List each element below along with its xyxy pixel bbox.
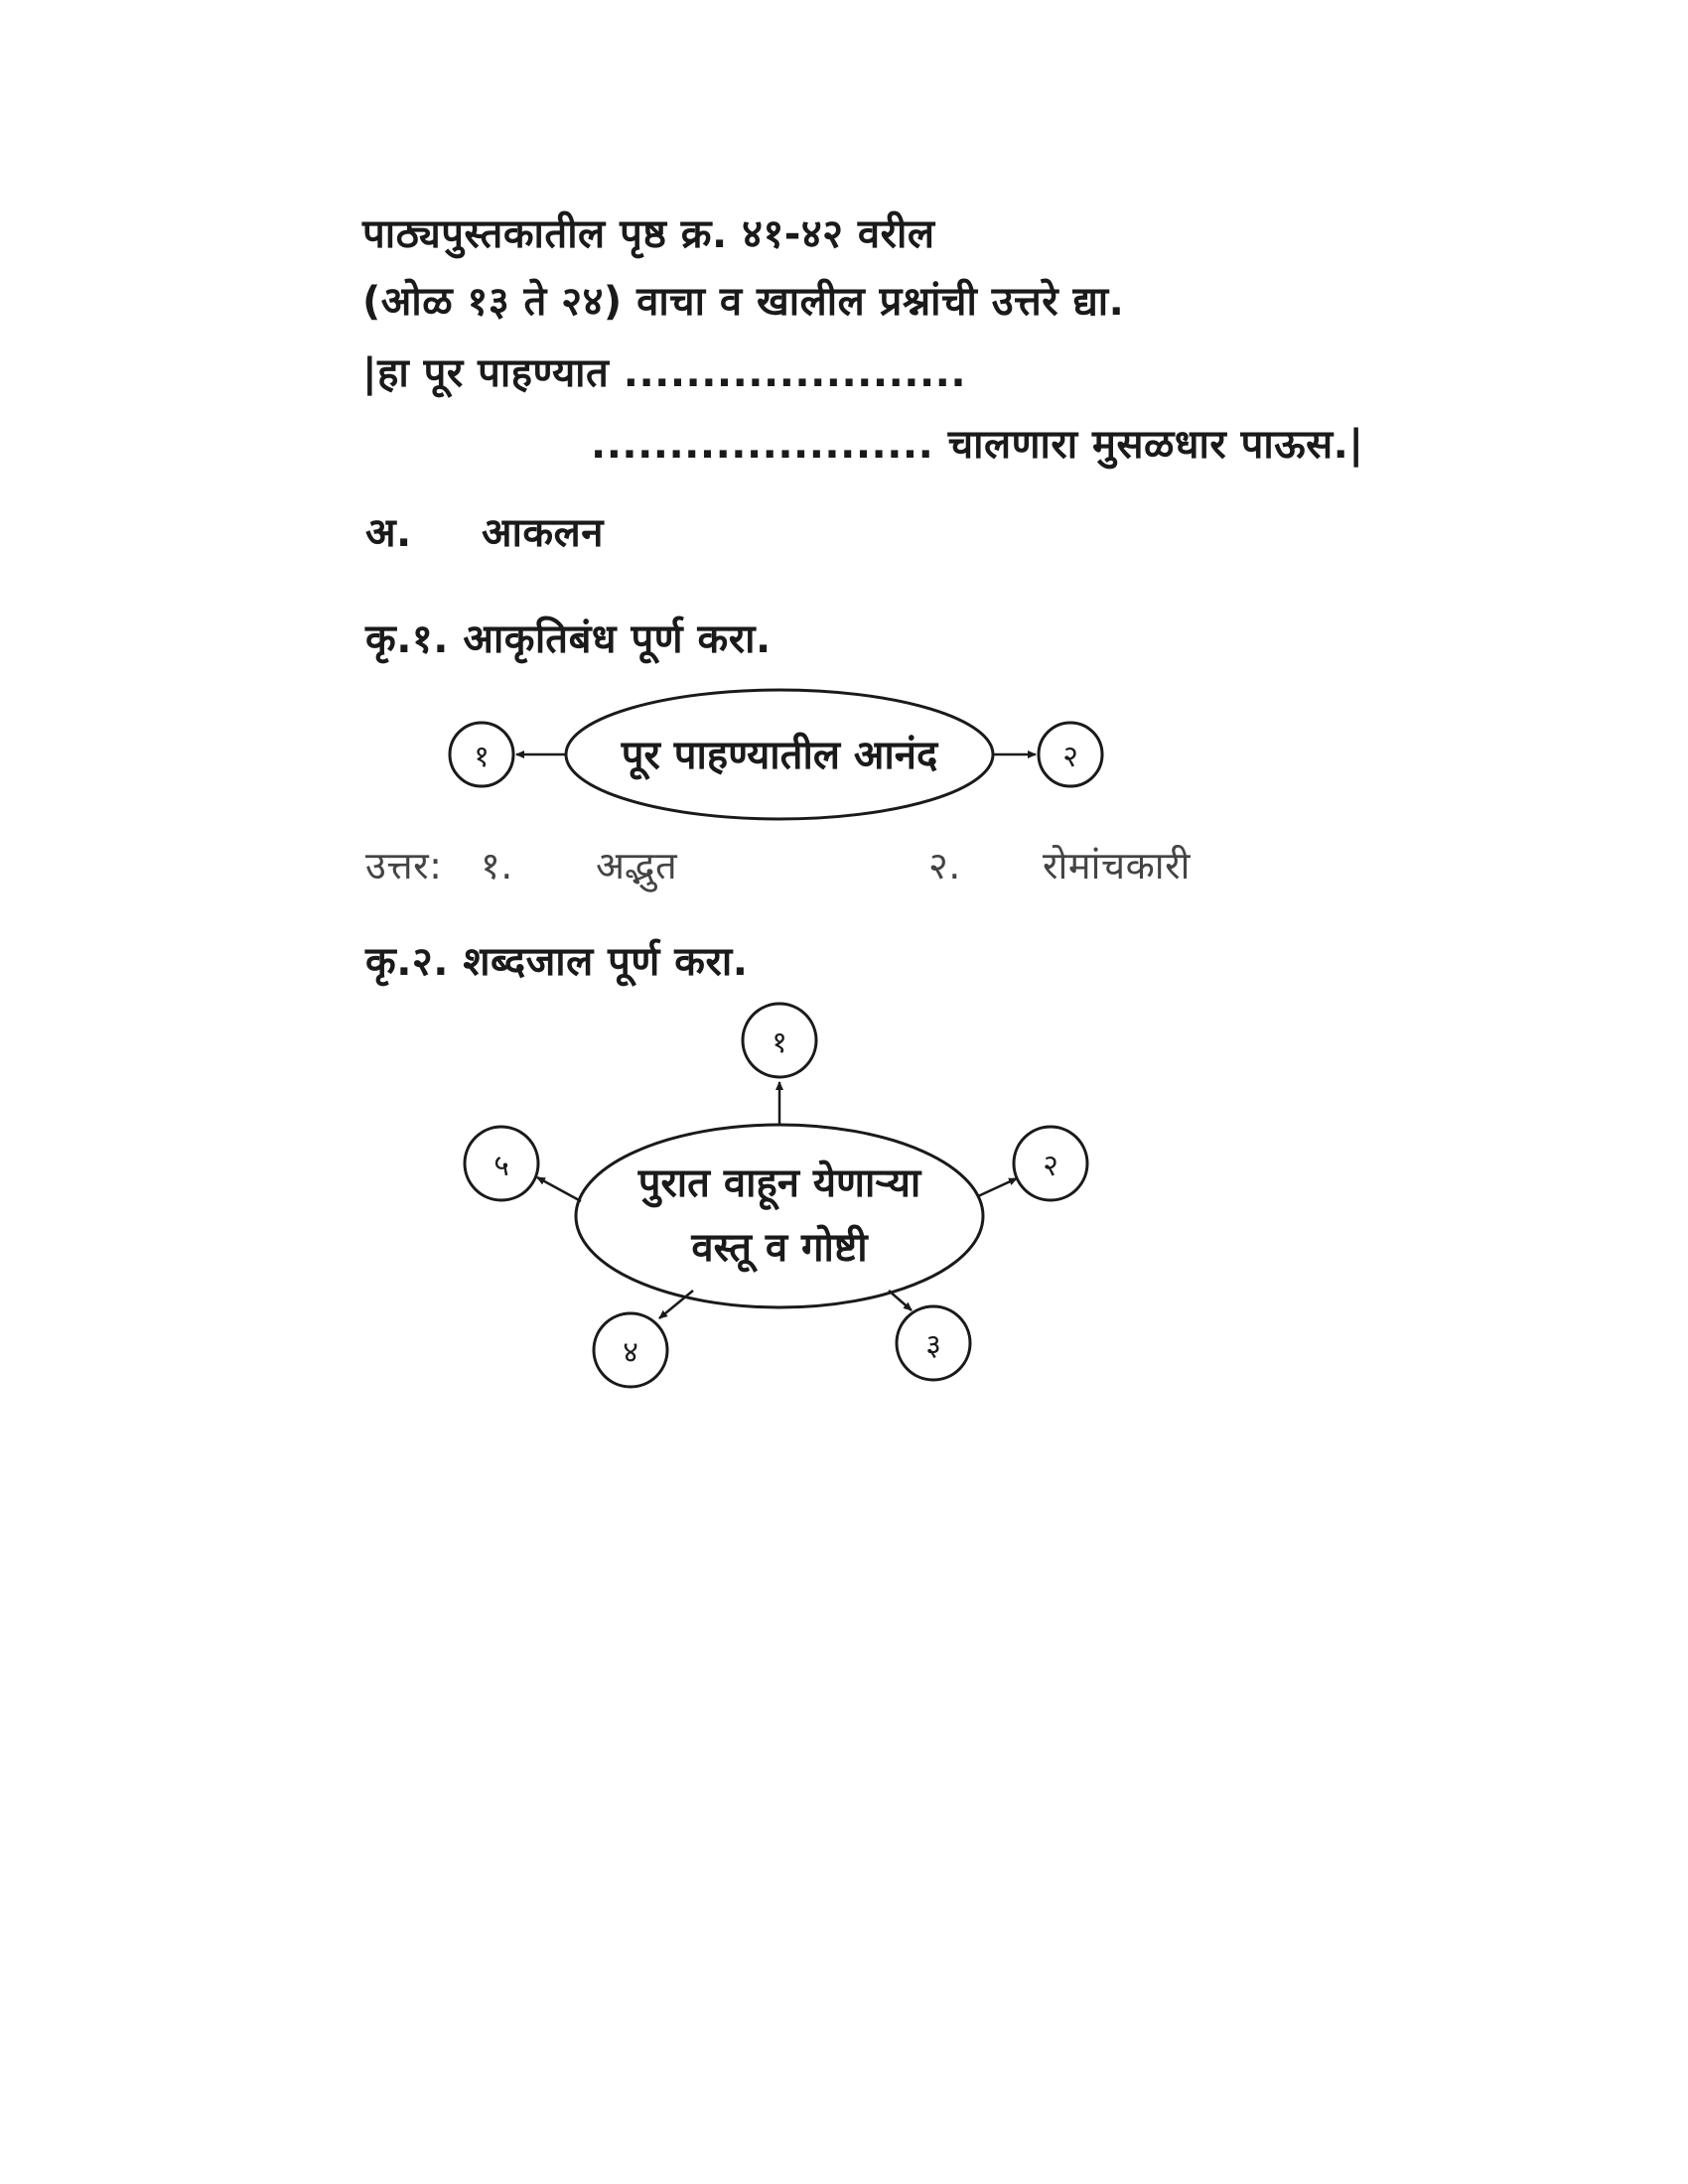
web-node-label-1: १ [772, 1025, 787, 1060]
web-arrow-2 [978, 1178, 1017, 1196]
section-title: आकलन [482, 510, 604, 556]
node-label-2: २ [1062, 740, 1078, 774]
answer-label: उत्तर: [365, 844, 443, 887]
passage-line-4: ...................... चालणारा मुसळधार पाऊस.| [591, 422, 1364, 468]
web-node-label-5: ५ [493, 1149, 509, 1183]
question-2-prompt: कृ.२. शब्दजाल पूर्ण करा. [365, 939, 749, 985]
answer-1-text: अद्भुत [596, 844, 678, 887]
center-text-2-line-2: वस्तू व गोष्टी [691, 1225, 868, 1271]
answer-1-number: १. [481, 844, 513, 887]
center-text-1: पूर पाहण्यातील आनंद [621, 733, 938, 778]
center-text-2-line-1: पुरात वाहून येणाऱ्या [637, 1160, 921, 1206]
web-arrow-3 [889, 1291, 912, 1310]
web-node-label-2: २ [1043, 1149, 1058, 1183]
web-node-label-3: ३ [925, 1328, 941, 1363]
passage-line-3: |हा पूर पाहण्यात ...................... [362, 350, 967, 396]
passage-line-2: (ओळ १३ ते २४) वाचा व खालील प्रश्नांची उत्तरे द्या. [362, 279, 1125, 325]
question-1-prompt: कृ.१. आकृतिबंध पूर्ण करा. [365, 616, 772, 662]
section-label: अ. [365, 510, 412, 556]
answer-2-number: २. [928, 844, 961, 887]
passage-line-1: पाठ्यपुस्तकातील पृष्ठ क्र. ४१-४२ वरील [362, 211, 935, 257]
node-label-1: १ [474, 740, 490, 774]
web-arrow-5 [537, 1177, 581, 1201]
web-node-label-4: ४ [623, 1335, 638, 1370]
answer-2-text: रोमांचकारी [1043, 844, 1191, 887]
center-ellipse-2 [576, 1125, 983, 1307]
